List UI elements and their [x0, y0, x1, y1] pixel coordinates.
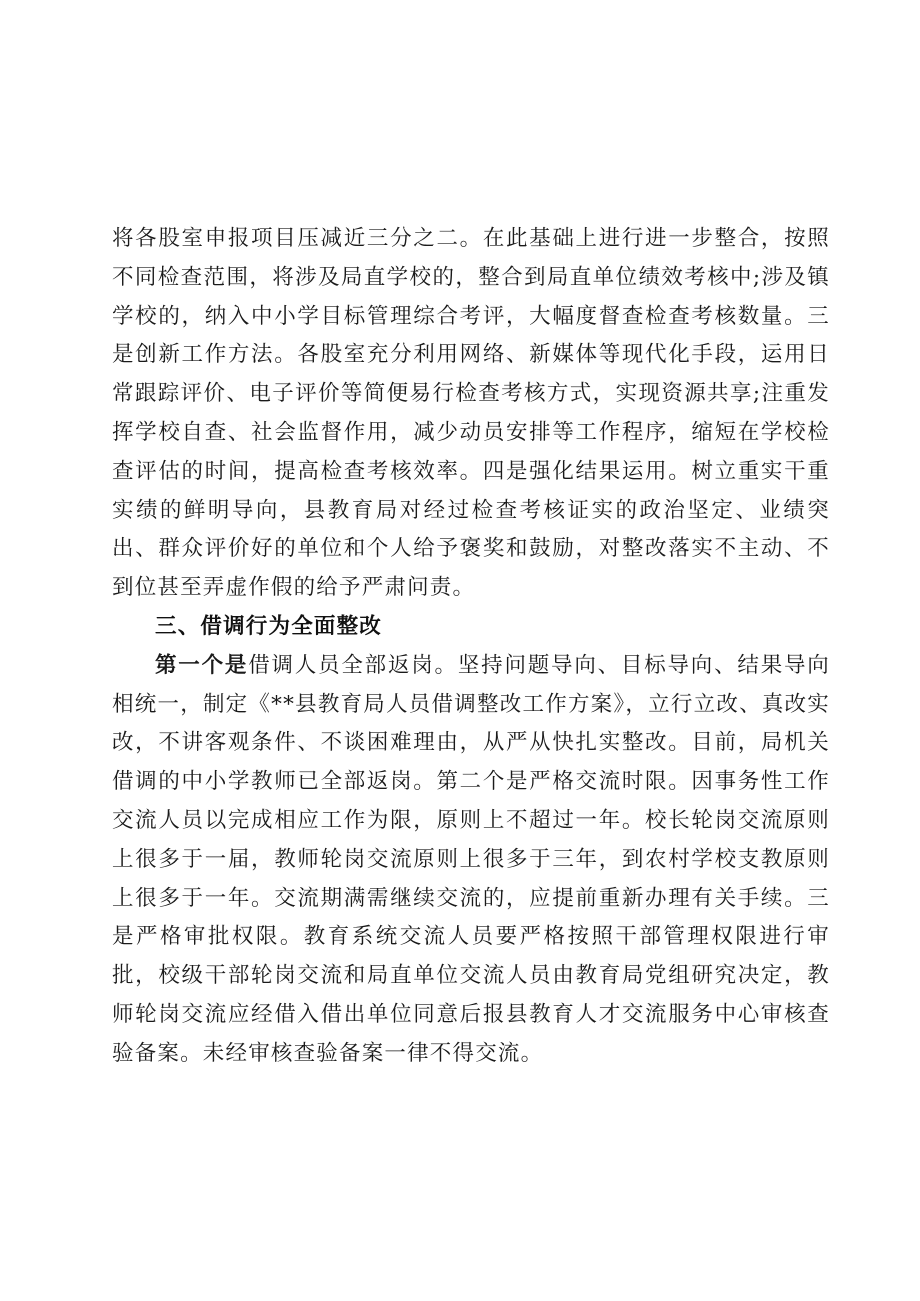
document-body — [112, 220, 830, 1074]
paragraph-lead-text: 第一个是 — [155, 652, 249, 678]
paragraph-borrowing-rectification — [112, 647, 830, 1074]
paragraph-body-text: 借调人员全部返岗。坚持问题导向、目标导向、结果导向相统一，制定《**县教育局人员借调整改工作方案》，立行立改、真改实改，不讲客观条件、不谈困难理由，从严从快扎实整改。目前，局机关借调的中小学教师已全部返岗。第二个是严格交流时限。因事务性工作交流人员以完成相应工作为限，原则上不超过一年。校长轮岗交流原则上很多于一届，教师轮岗交流原则上很多于三年，到农村学校支教原则上很多于一年。交流期满需继续交流的，应提前重新办理有关手续。三是严格审批权限。教育系统交流人员要严格按照干部管理权限进行审批，校级干部轮岗交流和局直单位交流人员由教育局党组研究决定，教师轮岗交流应经借入借出单位同意后报县教育人才交流服务中心审核查验备案。未经审核查验备案一律不得交流。 — [112, 652, 830, 1066]
paragraph-continued: 将各股室申报项目压减近三分之二。在此基础上进行进一步整合，按照不同检查范围，将涉及局直学校的，整合到局直单位绩效考核中;涉及镇学校的，纳入中小学目标管理综合考评，大幅度督查检查考核数量。三是创新工作方法。各股室充分利用网络、新媒体等现代化手段，运用日常跟踪评价、电子评价等简便易行检查考核方式，实现资源共享;注重发挥学校自查、社会监督作用，减少动员安排等工作程序，缩短在学校检查评估的时间，提高检查考核效率。四是强化结果运用。树立重实干重实绩的鲜明导向，县教育局对经过检查考核证实的政治坚定、业绩突出、群众评价好的单位和个人给予褒奖和鼓励，对整改落实不主动、不到位甚至弄虚作假的给予严肃问责。 — [112, 226, 830, 601]
section-heading: 三、借调行为全面整改 — [155, 613, 383, 639]
